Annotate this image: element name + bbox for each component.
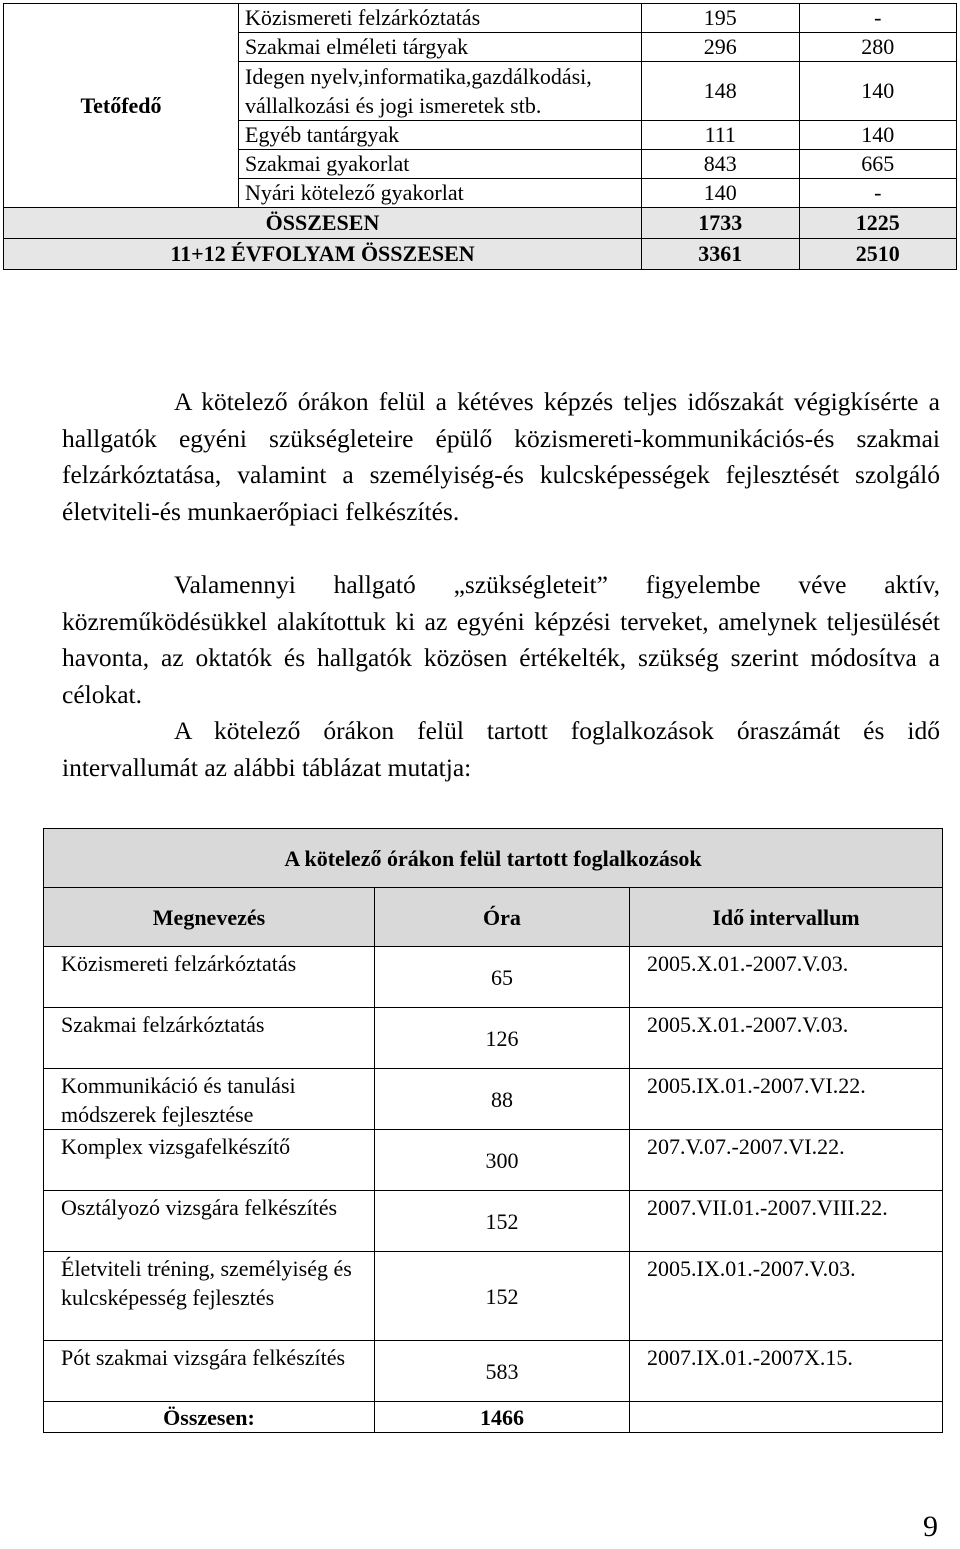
total-a: 1733 [642, 208, 800, 239]
paragraph-text: Valamennyi hallgató „szükségleteit” figyelembe véve aktív, közreműködésükkel alakítottuk ki az egyéni képzési terveket, amelynek teljesülését havonta, az oktatók és hallgatók közösen értékelték, szükség szerint módosítva a célokat. [62, 570, 940, 710]
paragraph-2 [62, 567, 940, 714]
total-hours: 1466 [375, 1402, 630, 1433]
table-title: A kötelező órákon felül tartott foglalkozások [44, 829, 943, 888]
table-row [44, 1008, 943, 1069]
total-row [4, 208, 957, 239]
hours-a: 195 [642, 4, 800, 33]
paragraph-text: A kötelező órákon felül a kétéves képzés teljes időszakát végigkísérte a hallgatók egyéni szükségleteire épülő közismereti-kommunikációs-és szakmai felzárkóztatása, valamint a személyiség-és kulcsképességek fejlesztését szolgáló életviteli-és munkaerőpiaci felkészítés. [62, 387, 940, 527]
total-interval-empty [630, 1402, 943, 1433]
table-row [44, 1341, 943, 1402]
hours-a: 296 [642, 33, 800, 62]
hours-a: 843 [642, 150, 800, 179]
grand-total-b: 2510 [799, 239, 957, 270]
session-interval: 2007.IX.01.-2007X.15. [630, 1341, 943, 1402]
hours-b: 140 [799, 62, 957, 121]
grand-total-a: 3361 [642, 239, 800, 270]
hours-a: 111 [642, 121, 800, 150]
header-hours: Óra [375, 888, 630, 947]
total-b: 1225 [799, 208, 957, 239]
session-hours: 65 [375, 947, 630, 1008]
session-hours: 583 [375, 1341, 630, 1402]
session-name: Kommunikáció és tanulási módszerek fejlesztése [44, 1069, 375, 1130]
total-label: ÖSSZESEN [4, 208, 642, 239]
hours-table [3, 3, 957, 270]
hours-b: 280 [799, 33, 957, 62]
table-row [44, 1252, 943, 1341]
session-interval: 2005.X.01.-2007.V.03. [630, 1008, 943, 1069]
session-hours: 300 [375, 1130, 630, 1191]
subject-name: Idegen nyelv,informatika,gazdálkodási, vállalkozási és jogi ismeretek stb. [239, 62, 642, 121]
session-interval: 2007.VII.01.-2007.VIII.22. [630, 1191, 943, 1252]
hours-b: 140 [799, 121, 957, 150]
table-row [44, 947, 943, 1008]
extra-sessions-table [43, 828, 943, 1433]
session-name: Életviteli tréning, személyiség és kulcsképesség fejlesztés [44, 1252, 375, 1341]
grand-total-row [4, 239, 957, 270]
grand-total-label: 11+12 ÉVFOLYAM ÖSSZESEN [4, 239, 642, 270]
session-interval: 2005.IX.01.-2007.VI.22. [630, 1069, 943, 1130]
table-header-row [44, 888, 943, 947]
session-name: Közismereti felzárkóztatás [44, 947, 375, 1008]
paragraph-3 [62, 713, 940, 786]
session-name: Osztályozó vizsgára felkészítés [44, 1191, 375, 1252]
subject-name: Szakmai elméleti tárgyak [239, 33, 642, 62]
hours-a: 140 [642, 179, 800, 208]
session-hours: 152 [375, 1252, 630, 1341]
header-name: Megnevezés [44, 888, 375, 947]
subject-name: Egyéb tantárgyak [239, 121, 642, 150]
table-row [44, 1130, 943, 1191]
session-name: Komplex vizsgafelkészítő [44, 1130, 375, 1191]
hours-a: 148 [642, 62, 800, 121]
table-row [44, 1069, 943, 1130]
session-hours: 126 [375, 1008, 630, 1069]
group-label: Tetőfedő [4, 4, 239, 208]
total-row [44, 1402, 943, 1433]
table-row [4, 4, 957, 33]
subject-name: Szakmai gyakorlat [239, 150, 642, 179]
paragraph-text: A kötelező órákon felül tartott foglalkozások óraszámát és idő intervallumát az alábbi táblázat mutatja: [62, 716, 940, 782]
table-row [44, 1191, 943, 1252]
subject-name: Közismereti felzárkóztatás [239, 4, 642, 33]
paragraph-1 [62, 384, 940, 531]
session-interval: 2005.IX.01.-2007.V.03. [630, 1252, 943, 1341]
session-name: Pót szakmai vizsgára felkészítés [44, 1341, 375, 1402]
session-hours: 88 [375, 1069, 630, 1130]
session-interval: 2005.X.01.-2007.V.03. [630, 947, 943, 1008]
header-interval: Idő intervallum [630, 888, 943, 947]
session-interval: 207.V.07.-2007.VI.22. [630, 1130, 943, 1191]
hours-b: - [799, 4, 957, 33]
session-name: Szakmai felzárkóztatás [44, 1008, 375, 1069]
hours-b: - [799, 179, 957, 208]
subject-name: Nyári kötelező gyakorlat [239, 179, 642, 208]
total-label: Összesen: [44, 1402, 375, 1433]
page-number: 9 [923, 1510, 938, 1543]
session-hours: 152 [375, 1191, 630, 1252]
hours-b: 665 [799, 150, 957, 179]
table-title-row [44, 829, 943, 888]
